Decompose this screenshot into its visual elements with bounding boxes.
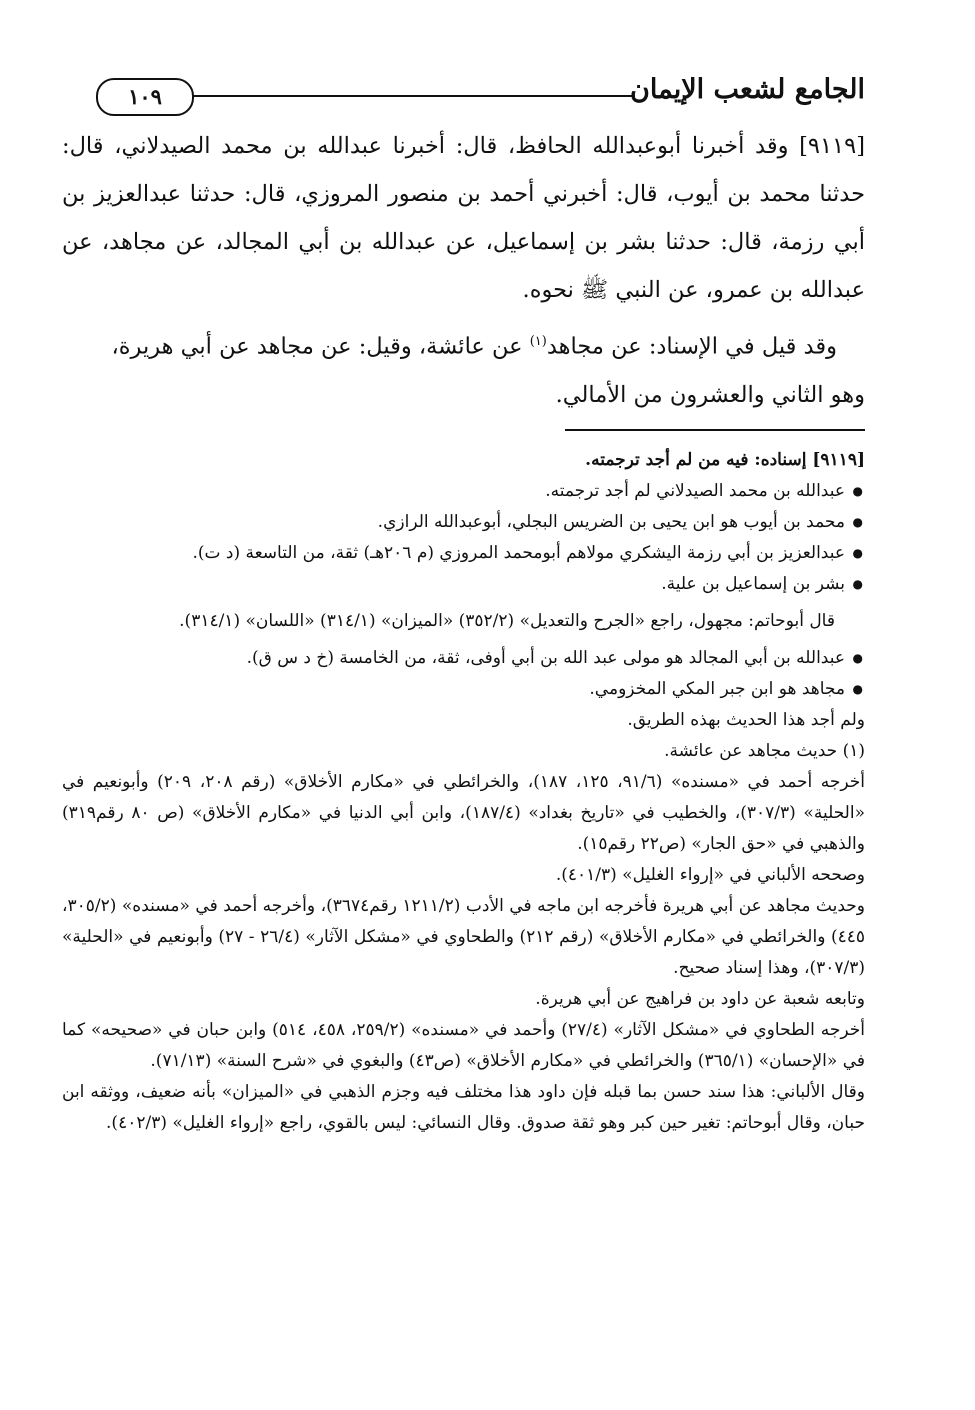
takhrij-paragraph: وصححه الألباني في «إرواء الغليل» (٤٠١/٣). bbox=[555, 864, 865, 885]
narrator-item: ● مجاهد هو ابن جبر المكي المخزومي. bbox=[62, 674, 865, 705]
footnote-heading: [٩١١٩] إسناده: فيه من لم أجد ترجمته. bbox=[585, 449, 865, 470]
narrator-item: ● عبدالعزيز بن أبي رزمة اليشكري مولاهم أبومحمد المروزي (م ٢٠٦هـ) ثقة، من التاسعة (د ت). bbox=[62, 538, 865, 569]
narrator-item: ● عبدالله بن محمد الصيدلاني لم أجد ترجمته. bbox=[62, 476, 865, 507]
footnote-ref-1[interactable]: (١) bbox=[529, 334, 547, 349]
isnad-note-paragraph bbox=[62, 318, 865, 371]
narrator-list bbox=[62, 476, 865, 600]
not-found-note: ولم أجد هذا الحديث بهذه الطريق. bbox=[627, 709, 865, 730]
narrator-list-2 bbox=[62, 643, 865, 705]
takhrij-paragraph: وتابعه شعبة عن داود بن فراهيج عن أبي هريرة. bbox=[535, 988, 865, 1009]
footnote-separator bbox=[565, 429, 865, 431]
narrator-item: ● عبدالله بن أبي المجالد هو مولى عبد الله بن أبي أوفى، ثقة، من الخامسة (خ د س ق). bbox=[62, 643, 865, 674]
narrator-item: ● بشر بن إسماعيل بن علية. bbox=[62, 569, 865, 600]
page-number: ١٠٩ bbox=[96, 78, 194, 116]
isnad-note-text-end: عن عائشة، وقيل: عن مجاهد عن أبي هريرة، bbox=[111, 333, 530, 360]
page-header bbox=[62, 64, 865, 122]
takhrij-paragraph: أخرجه أحمد في «مسنده» (٩١/٦، ١٢٥، ١٨٧)، والخرائطي في «مكارم الأخلاق» (رقم ٢٠٨، ٢٠٩) وأبونعيم في «الحلية» (٣٠٧/٣)، والخطيب في «تاريخ بغداد» (١٨٧/٤)، وابن أبي الدنيا في «مكارم الأخلاق» (ص ٨٠ رقم٣١٩) والذهبي في «حق الجار» (ص٢٢ رقم١٥). bbox=[62, 771, 866, 854]
narrator-item: ● محمد بن أيوب هو ابن يحيى بن الضريس البجلي، أبوعبدالله الرازي. bbox=[62, 507, 865, 538]
main-text bbox=[62, 122, 865, 419]
isnad-note-text-start: وقد قيل في الإسناد: عن مجاهد bbox=[546, 333, 837, 360]
takhrij-paragraph: وقال الألباني: هذا سند حسن بما قبله فإن داود هذا مختلف فيه وجزم الذهبي في «الميزان» بأنه ضعيف، ووثقه ابن حبان، وقال أبوحاتم: تغير حين كبر وهو ثقة صدوق. وقال النسائي: ليس بالقوي، راجع «إرواء الغليل» (٤٠٢/٣). bbox=[62, 1081, 865, 1133]
footnotes bbox=[62, 445, 865, 1139]
footnote-1-title: (١) حديث مجاهد عن عائشة. bbox=[664, 740, 865, 761]
document-page bbox=[62, 64, 865, 1390]
amali-note: وهو الثاني والعشرون من الأمالي. bbox=[555, 381, 865, 408]
running-title: الجامع لشعب الإيمان bbox=[630, 74, 865, 105]
abu-hatim-note: قال أبوحاتم: مجهول، راجع «الجرح والتعديل» (٣٥٢/٢) «الميزان» (٣١٤/١) «اللسان» (٣١٤/١). bbox=[179, 610, 835, 631]
hadith-paragraph: [٩١١٩] وقد أخبرنا أبوعبدالله الحافظ، قال: أخبرنا عبدالله بن محمد الصيدلاني، قال: حدثنا محمد بن أيوب، قال: أخبرني أحمد بن منصور المروزي، قال: حدثنا عبدالعزيز بن أبي رزمة، قال: حدثنا بشر بن إسماعيل، عن عبدالله بن أبي المجالد، عن مجاهد، عن عبدالله بن عمرو، عن النبي ﷺ نحوه. bbox=[62, 133, 865, 303]
takhrij-paragraph: أخرجه الطحاوي في «مشكل الآثار» (٢٧/٤) وأحمد في «مسنده» (٢٥٩/٢، ٤٥٨، ٥١٤) وابن حبان في «صحيحه» كما في «الإحسان» (٣٦٥/١) والخرائطي في «مكارم الأخلاق» (ص٤٣) والبغوي في «شرح السنة» (٧١/١٣). bbox=[62, 1019, 866, 1071]
takhrij-paragraph: وحديث مجاهد عن أبي هريرة فأخرجه ابن ماجه في الأدب (١٢١١/٢ رقم٣٦٧٤)، وأخرجه أحمد في «مسنده» (٣٠٥/٢، ٤٤٥) والخرائطي في «مكارم الأخلاق» (رقم ٢١٢) والطحاوي في «مشكل الآثار» (٢٦/٤ - ٢٧) وأبونعيم في «الحلية» (٣٠٧/٣)، وهذا إسناد صحيح. bbox=[62, 895, 866, 978]
header-rule bbox=[160, 95, 635, 97]
